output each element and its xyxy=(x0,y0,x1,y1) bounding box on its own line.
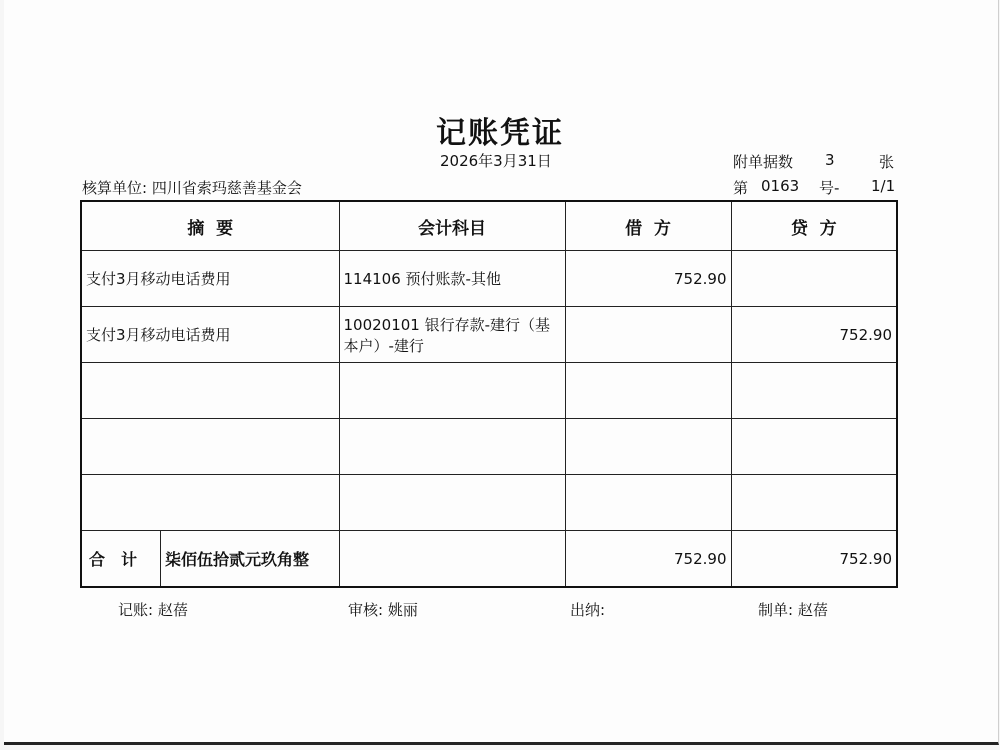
row-account: 114106 预付账款-其他 xyxy=(339,251,565,307)
row-summary xyxy=(81,475,339,531)
row-account xyxy=(339,475,565,531)
voucher-title: 记账凭证 xyxy=(436,116,564,151)
row-debit xyxy=(565,475,731,531)
preparer-name: 赵蓓 xyxy=(797,601,828,619)
table-row xyxy=(81,475,897,531)
attachments-count: 3 xyxy=(825,151,835,169)
row-summary xyxy=(81,363,339,419)
total-account-empty xyxy=(339,531,565,588)
preparer-signature xyxy=(758,599,828,620)
reviewer-name: 姚丽 xyxy=(387,601,418,619)
page-indicator: 1/1 xyxy=(871,177,896,195)
unit-label: 核算单位: xyxy=(82,179,148,197)
reviewer-signature xyxy=(348,599,418,620)
total-credit: 752.90 xyxy=(731,531,897,588)
total-row xyxy=(81,531,897,588)
row-credit xyxy=(731,475,897,531)
row-debit xyxy=(565,419,731,475)
table-row xyxy=(81,363,897,419)
table-header-row xyxy=(81,201,897,251)
row-credit xyxy=(731,419,897,475)
row-debit xyxy=(565,307,731,363)
header-account: 会计科目 xyxy=(339,201,565,251)
cashier-label: 出纳: xyxy=(570,601,606,619)
bookkeeper-name: 赵蓓 xyxy=(157,601,188,619)
row-debit: 752.90 xyxy=(565,251,731,307)
number-suffix: 号- xyxy=(819,179,840,197)
total-label: 合计 xyxy=(82,531,161,586)
row-summary: 支付3月移动电话费用 xyxy=(81,307,339,363)
reviewer-label: 审核: xyxy=(348,601,384,619)
attachments-label: 附单据数 xyxy=(733,153,794,171)
table-row xyxy=(81,419,897,475)
total-amount-words: 柒佰伍拾贰元玖角整 xyxy=(165,550,310,569)
row-debit xyxy=(565,363,731,419)
voucher-date: 2026年3月31日 xyxy=(440,152,552,170)
header-summary: 摘 要 xyxy=(81,201,339,251)
total-summary-cell xyxy=(81,531,339,588)
attachments-unit: 张 xyxy=(879,153,895,171)
row-account: 10020101 银行存款-建行（基本户）-建行 xyxy=(339,307,565,363)
header-credit: 贷 方 xyxy=(731,201,897,251)
row-credit xyxy=(731,363,897,419)
bookkeeper-signature xyxy=(118,599,188,620)
row-account xyxy=(339,419,565,475)
bookkeeper-label: 记账: xyxy=(118,601,154,619)
row-credit: 752.90 xyxy=(731,307,897,363)
header-debit: 借 方 xyxy=(565,201,731,251)
table-row xyxy=(81,251,897,307)
preparer-label: 制单: xyxy=(758,601,794,619)
number-prefix: 第 xyxy=(733,179,749,197)
row-summary: 支付3月移动电话费用 xyxy=(81,251,339,307)
number-value: 0163 xyxy=(761,177,800,195)
row-summary xyxy=(81,419,339,475)
accounting-unit xyxy=(82,177,302,198)
unit-name: 四川省索玛慈善基金会 xyxy=(151,179,302,197)
table-row xyxy=(81,307,897,363)
voucher-table xyxy=(80,200,898,588)
row-account xyxy=(339,363,565,419)
total-debit: 752.90 xyxy=(565,531,731,588)
cashier-signature xyxy=(570,599,605,620)
row-credit xyxy=(731,251,897,307)
